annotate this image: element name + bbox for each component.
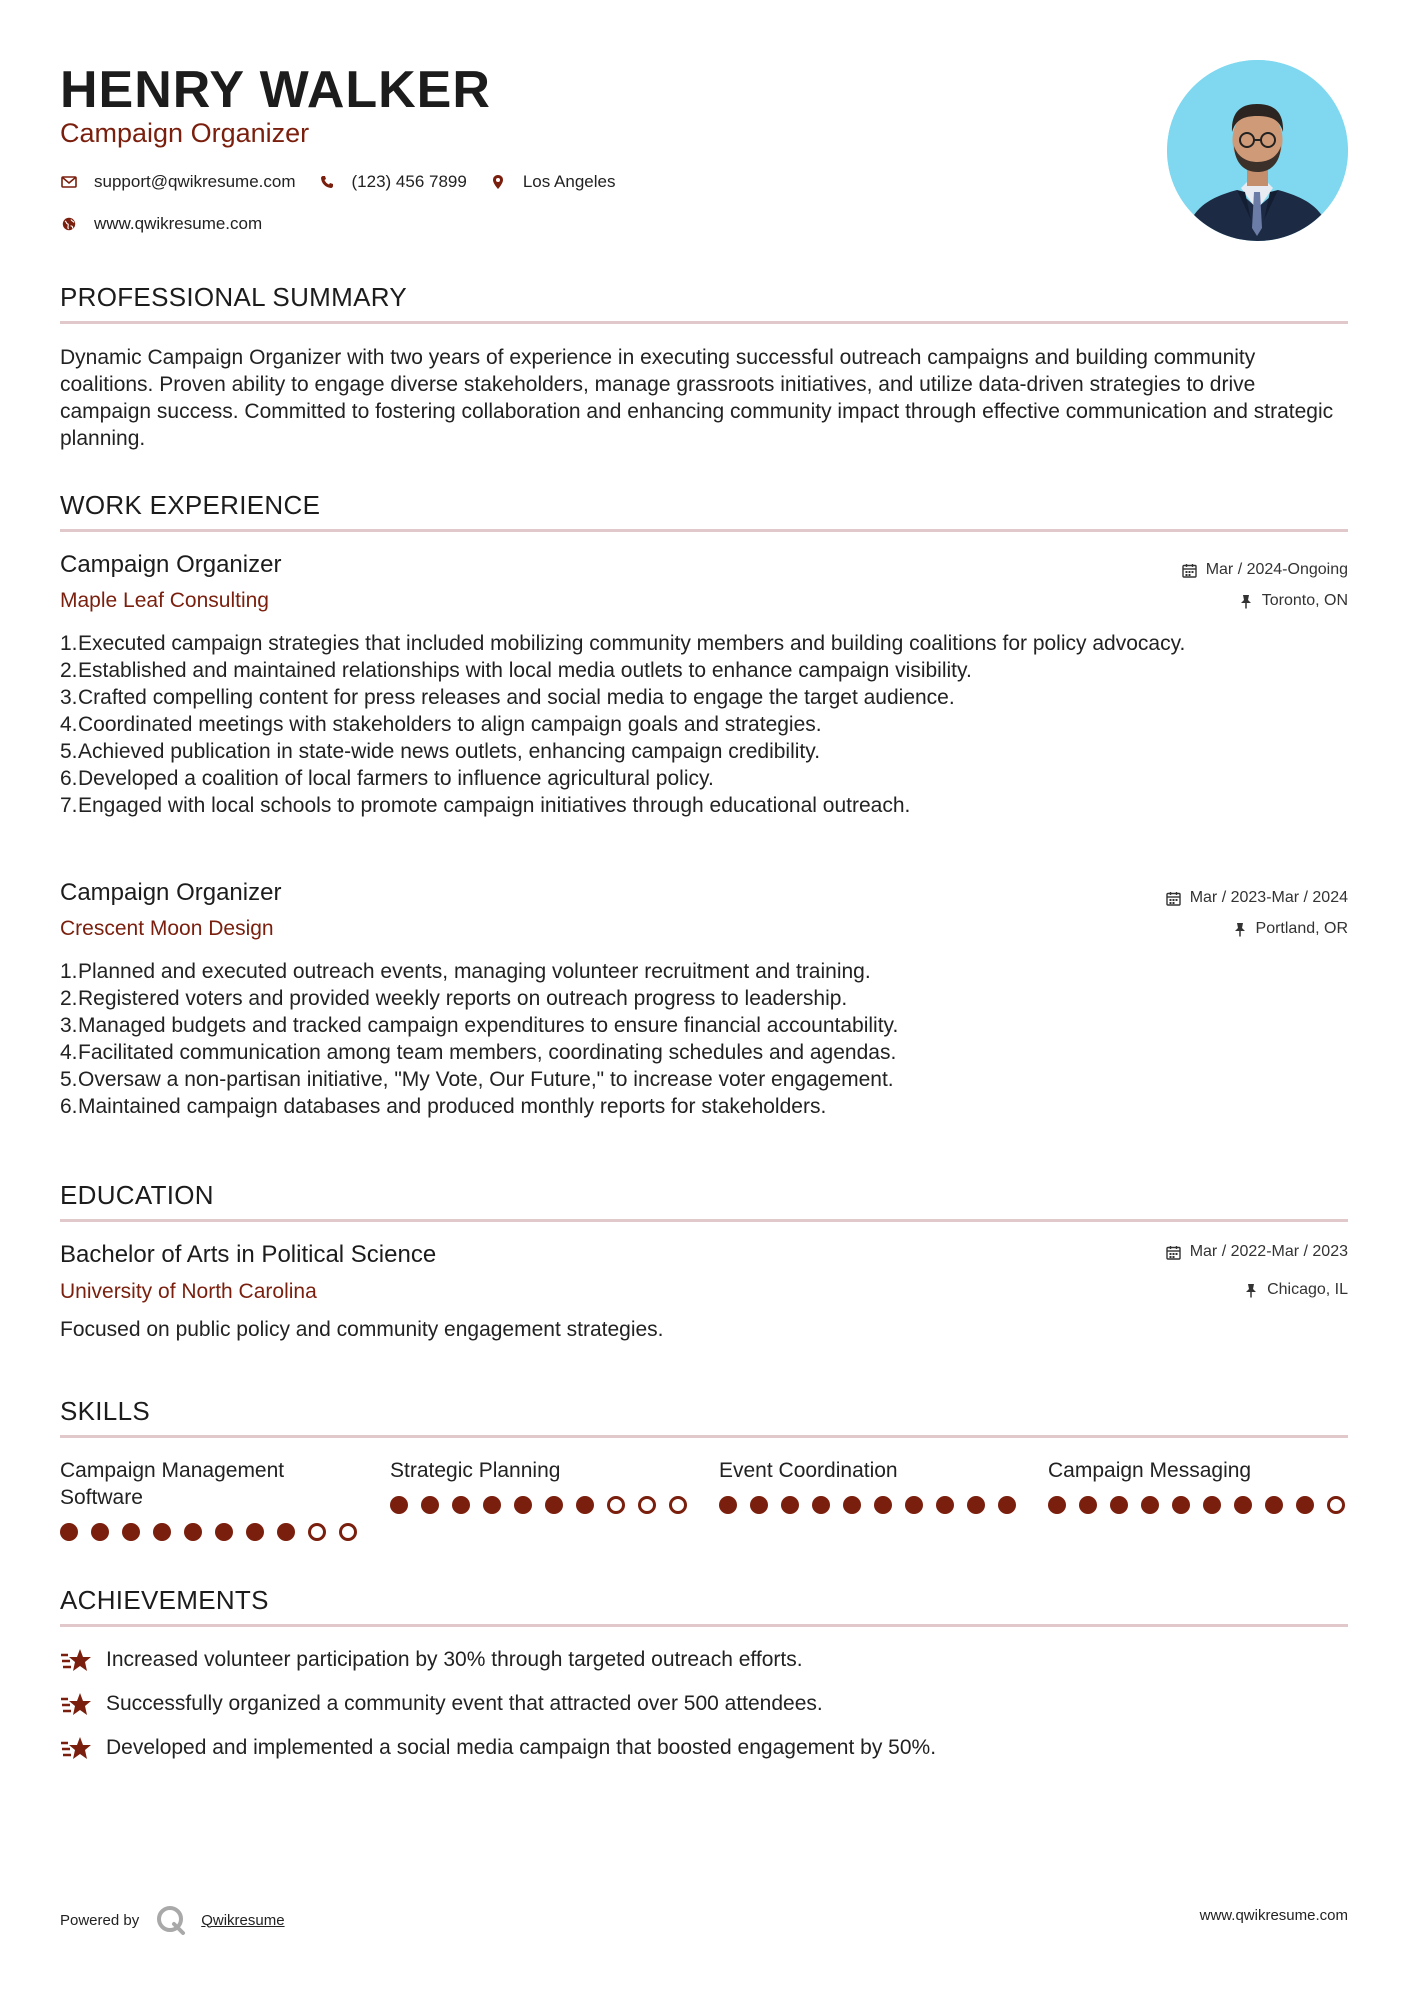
rating-dot-filled (843, 1496, 861, 1514)
education-date (1166, 1243, 1348, 1261)
website-link[interactable]: www.qwikresume.com (94, 214, 263, 233)
school-name: University of North Carolina (60, 1280, 317, 1303)
skills-heading: SKILLS (60, 1396, 150, 1426)
achievement-item (60, 1734, 936, 1762)
rating-dot-empty (638, 1496, 656, 1514)
rating-dot-empty (669, 1496, 687, 1514)
education-location-text: Chicago, IL (1267, 1281, 1348, 1298)
location-text: Los Angeles (522, 172, 616, 191)
rating-dot-empty (339, 1523, 357, 1541)
job-bullets (60, 958, 1348, 1120)
degree-title: Bachelor of Arts in Political Science (60, 1241, 437, 1268)
rating-dot-filled (122, 1523, 140, 1541)
skill-rating (1048, 1496, 1358, 1514)
skill-item (60, 1457, 370, 1541)
powered-by-label: Powered by (60, 1911, 140, 1929)
skill-item (1048, 1457, 1358, 1514)
rating-dot-filled (1110, 1496, 1128, 1514)
skill-rating (60, 1523, 370, 1541)
rating-dot-filled (781, 1496, 799, 1514)
skill-name: Event Coordination (719, 1459, 898, 1482)
star-icon (60, 1734, 94, 1762)
summary-heading: PROFESSIONAL SUMMARY (60, 282, 407, 312)
job-title: Campaign Organizer (60, 551, 282, 578)
job-date-text: Mar / 2024-Ongoing (1205, 561, 1348, 578)
qwikresume-link[interactable]: Qwikresume (201, 1911, 285, 1929)
rating-dot-filled (483, 1496, 501, 1514)
contact-row-secondary (60, 214, 284, 234)
job-date (1166, 889, 1348, 907)
education-date-text: Mar / 2022-Mar / 2023 (1189, 1243, 1348, 1260)
rating-dot-filled (1172, 1496, 1190, 1514)
phone-number[interactable]: (123) 456 7899 (351, 172, 467, 191)
achievement-text: Successfully organized a community event that attracted over 500 attendees. (106, 1692, 823, 1715)
list-item: 3. Crafted compelling content for press releases and social media to engage the target audience. (60, 684, 1348, 711)
rating-dot-filled (1203, 1496, 1221, 1514)
rating-dot-filled (91, 1523, 109, 1541)
rating-dot-filled (60, 1523, 78, 1541)
bullet-text: Planned and executed outreach events, managing volunteer recruitment and training. (78, 960, 871, 983)
rating-dot-filled (215, 1523, 233, 1541)
candidate-name: HENRY WALKER (60, 61, 491, 119)
achievements-divider (60, 1624, 1348, 1627)
experience-heading: WORK EXPERIENCE (60, 490, 321, 520)
list-item: 1. Planned and executed outreach events, managing volunteer recruitment and training. (60, 958, 1348, 985)
rating-dot-filled (184, 1523, 202, 1541)
rating-dot-filled (153, 1523, 171, 1541)
star-icon (60, 1646, 94, 1674)
email-link[interactable]: support@qwikresume.com (94, 172, 296, 191)
rating-dot-filled (1141, 1496, 1159, 1514)
bullet-text: Facilitated communication among team members, coordinating schedules and agendas. (78, 1041, 897, 1064)
job-location (1238, 592, 1348, 610)
pushpin-icon (1243, 1282, 1259, 1298)
bullet-text: Managed budgets and tracked campaign expenditures to ensure financial accountability. (78, 1014, 899, 1037)
job-company: Maple Leaf Consulting (60, 589, 269, 612)
job-bullets (60, 630, 1348, 819)
rating-dot-filled (452, 1496, 470, 1514)
skill-item (390, 1457, 700, 1514)
rating-dot-filled (1234, 1496, 1252, 1514)
rating-dot-filled (936, 1496, 954, 1514)
achievement-text: Developed and implemented a social media campaign that boosted engagement by 50%. (106, 1736, 937, 1759)
rating-dot-filled (1265, 1496, 1283, 1514)
calendar-icon (1166, 1244, 1182, 1260)
rating-dot-filled (905, 1496, 923, 1514)
footer-powered-by (60, 1904, 285, 1936)
skills-divider (60, 1435, 1348, 1438)
list-item: 4. Facilitated communication among team members, coordinating schedules and agendas. (60, 1039, 1348, 1066)
job-title: Campaign Organizer (60, 879, 282, 906)
list-item: 6. Maintained campaign databases and produced monthly reports for stakeholders. (60, 1093, 1348, 1120)
envelope-icon (60, 173, 78, 191)
list-item: 5. Oversaw a non-partisan initiative, "My Vote, Our Future," to increase voter engagement. (60, 1066, 1348, 1093)
skill-name: Campaign Messaging (1048, 1459, 1252, 1482)
list-item: 7. Engaged with local schools to promote campaign initiatives through educational outreach. (60, 792, 1348, 819)
rating-dot-filled (874, 1496, 892, 1514)
job-location-text: Toronto, ON (1261, 592, 1348, 609)
phone-icon (318, 173, 336, 191)
education-divider (60, 1219, 1348, 1222)
rating-dot-filled (812, 1496, 830, 1514)
list-item: 1. Executed campaign strategies that included mobilizing community members and building coalitions for policy advocacy. (60, 630, 1348, 657)
candidate-role: Campaign Organizer (60, 118, 310, 148)
rating-dot-filled (421, 1496, 439, 1514)
bullet-text: Achieved publication in state-wide news outlets, enhancing campaign credibility. (78, 740, 821, 763)
contact-row-primary (60, 172, 637, 192)
pushpin-icon (1232, 921, 1248, 937)
rating-dot-filled (998, 1496, 1016, 1514)
job-company: Crescent Moon Design (60, 917, 274, 940)
star-icon (60, 1690, 94, 1718)
footer-website-link[interactable]: www.qwikresume.com (1199, 1907, 1348, 1924)
list-item: 6. Developed a coalition of local farmers to influence agricultural policy. (60, 765, 1348, 792)
job-location-text: Portland, OR (1255, 920, 1348, 937)
bullet-text: Coordinated meetings with stakeholders to align campaign goals and strategies. (78, 713, 822, 736)
job-date (1182, 561, 1348, 579)
rating-dot-empty (1327, 1496, 1345, 1514)
achievements-heading: ACHIEVEMENTS (60, 1585, 269, 1615)
rating-dot-filled (719, 1496, 737, 1514)
profile-photo (1167, 60, 1348, 241)
achievement-item (60, 1690, 823, 1718)
bullet-text: Registered voters and provided weekly reports on outreach progress to leadership. (78, 987, 848, 1010)
skill-item (719, 1457, 1029, 1514)
calendar-icon (1182, 562, 1198, 578)
experience-divider (60, 529, 1348, 532)
bullet-text: Oversaw a non-partisan initiative, "My Vote, Our Future," to increase voter engagement. (78, 1068, 894, 1091)
achievement-item (60, 1646, 803, 1674)
calendar-icon (1166, 890, 1182, 906)
summary-text: Dynamic Campaign Organizer with two years of experience in executing successful outreach campaigns and building community coalitions. Proven ability to engage diverse stakeholders, manage grassroots initiatives, and utilize data-driven strategies to drive campaign success. Committed to fostering collaboration and enhancing community impact through effective communication and strategic planning. (60, 346, 1334, 450)
job-location (1232, 920, 1348, 938)
qwikresume-logo-icon (155, 1904, 187, 1936)
list-item: 4. Coordinated meetings with stakeholders to align campaign goals and strategies. (60, 711, 1348, 738)
education-note: Focused on public policy and community engagement strategies. (60, 1318, 664, 1341)
rating-dot-filled (967, 1496, 985, 1514)
rating-dot-empty (308, 1523, 326, 1541)
rating-dot-filled (246, 1523, 264, 1541)
globe-icon (60, 215, 78, 233)
rating-dot-filled (277, 1523, 295, 1541)
list-item: 3. Managed budgets and tracked campaign expenditures to ensure financial accountability. (60, 1012, 1348, 1039)
bullet-text: Developed a coalition of local farmers to influence agricultural policy. (78, 767, 714, 790)
skill-rating (719, 1496, 1029, 1514)
bullet-text: Engaged with local schools to promote campaign initiatives through educational outreach. (78, 794, 911, 817)
rating-dot-filled (1079, 1496, 1097, 1514)
education-location (1243, 1281, 1348, 1299)
rating-dot-filled (1048, 1496, 1066, 1514)
bullet-text: Maintained campaign databases and produced monthly reports for stakeholders. (78, 1095, 827, 1118)
rating-dot-filled (514, 1496, 532, 1514)
list-item: 2. Established and maintained relationships with local media outlets to enhance campaign visibility. (60, 657, 1348, 684)
map-pin-icon (489, 173, 507, 191)
rating-dot-filled (576, 1496, 594, 1514)
rating-dot-filled (545, 1496, 563, 1514)
rating-dot-filled (390, 1496, 408, 1514)
pushpin-icon (1238, 593, 1254, 609)
achievement-text: Increased volunteer participation by 30% through targeted outreach efforts. (106, 1648, 803, 1671)
rating-dot-filled (1296, 1496, 1314, 1514)
bullet-text: Established and maintained relationships with local media outlets to enhance campaign visibility. (78, 659, 972, 682)
skill-name: Strategic Planning (390, 1459, 561, 1482)
skill-rating (390, 1496, 700, 1514)
summary-divider (60, 321, 1348, 324)
bullet-text: Crafted compelling content for press releases and social media to engage the target audience. (78, 686, 955, 709)
job-date-text: Mar / 2023-Mar / 2024 (1189, 889, 1348, 906)
bullet-text: Executed campaign strategies that included mobilizing community members and building coalitions for policy advocacy. (78, 632, 1186, 655)
rating-dot-empty (607, 1496, 625, 1514)
rating-dot-filled (750, 1496, 768, 1514)
list-item: 5. Achieved publication in state-wide news outlets, enhancing campaign credibility. (60, 738, 1348, 765)
education-heading: EDUCATION (60, 1180, 214, 1210)
list-item: 2. Registered voters and provided weekly reports on outreach progress to leadership. (60, 985, 1348, 1012)
skill-name: Campaign Management Software (60, 1459, 285, 1509)
